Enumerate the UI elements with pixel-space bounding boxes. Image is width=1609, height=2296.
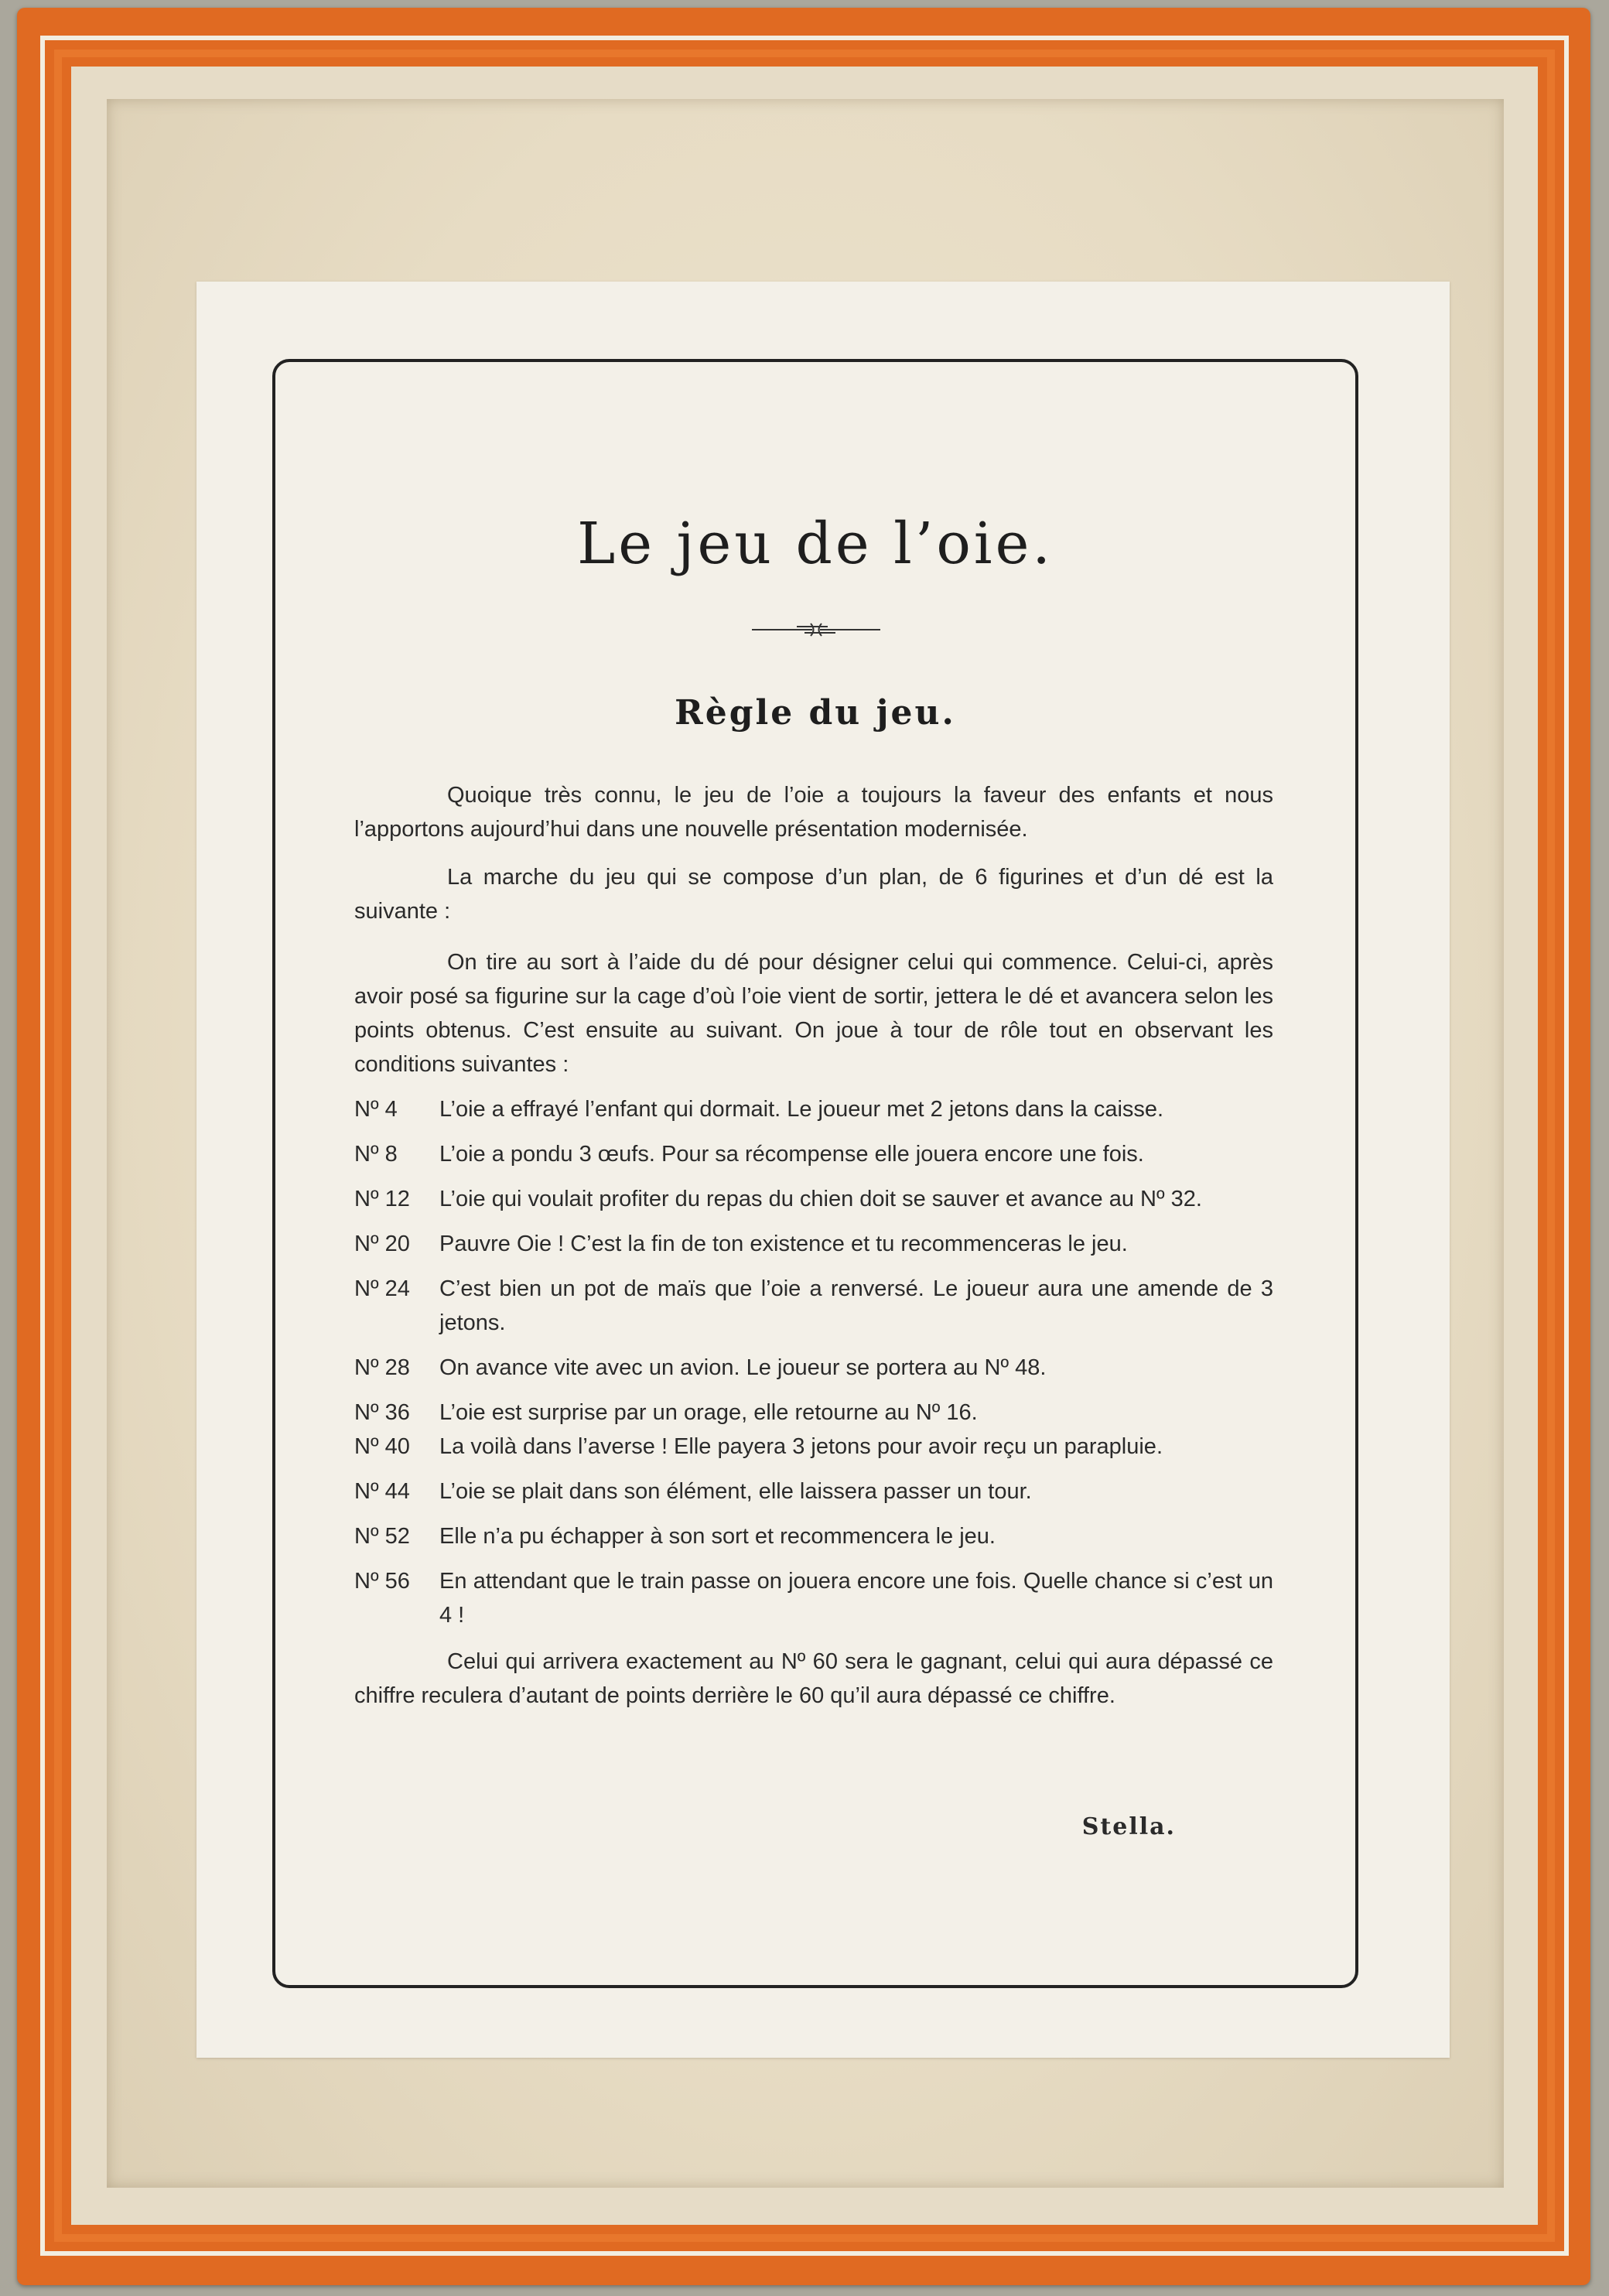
rule-number: Nº 44 bbox=[354, 1479, 410, 1504]
play-paragraph: On tire au sort à l’aide du dé pour désigner celui qui commence. Celui-ci, après avoir posé sa figurine sur la cage d’où l’oie vient de sortir, jettera le dé et avancera selon les points obtenus. C’est ensuite au suivant. On joue à tour de rôle tout en observant les conditions suivantes : bbox=[354, 950, 1273, 1077]
materials-paragraph: La marche du jeu qui se compose d’un plan, de 6 figurines et d’un dé est la suivante : bbox=[354, 865, 1273, 924]
rule-number: Nº 24 bbox=[354, 1276, 410, 1301]
rule-number: Nº 56 bbox=[354, 1569, 410, 1594]
ornament-divider-icon bbox=[750, 619, 882, 641]
rule-item bbox=[354, 1396, 1273, 1430]
rule-text: L’oie se plait dans son élément, elle laissera passer un tour. bbox=[439, 1479, 1032, 1504]
rule-item bbox=[354, 1474, 1273, 1508]
closing-paragraph: Celui qui arrivera exactement au Nº 60 sera le gagnant, celui qui aura dépassé ce chiffre reculera d’autant de points derrière le 60 qu’il aura dépassé ce chiffre. bbox=[354, 1649, 1273, 1708]
rule-item bbox=[354, 1272, 1273, 1340]
rule-item bbox=[354, 1227, 1273, 1261]
signature: Stella. bbox=[1081, 1813, 1176, 1840]
rule-number: Nº 8 bbox=[354, 1142, 398, 1167]
rule-text: L’oie qui voulait profiter du repas du chien doit se sauver et avance au Nº 32. bbox=[439, 1187, 1202, 1211]
rule-text: On avance vite avec un avion. Le joueur se portera au Nº 48. bbox=[439, 1355, 1047, 1380]
rule-item bbox=[354, 1519, 1273, 1553]
rule-text: L’oie a pondu 3 œufs. Pour sa récompense elle jouera encore une fois. bbox=[439, 1142, 1144, 1167]
rule-number: Nº 36 bbox=[354, 1400, 410, 1425]
rule-item bbox=[354, 1564, 1273, 1632]
rule-number: Nº 40 bbox=[354, 1434, 410, 1459]
intro-paragraph: Quoique très connu, le jeu de l’oie a toujours la faveur des enfants et nous l’apportons aujourd’hui dans une nouvelle présentation modernisée. bbox=[354, 783, 1273, 842]
rule-number: Nº 52 bbox=[354, 1524, 410, 1549]
rule-text: Elle n’a pu échapper à son sort et recommencera le jeu. bbox=[439, 1524, 996, 1549]
rule-number: Nº 28 bbox=[354, 1355, 410, 1380]
rule-text: La voilà dans l’averse ! Elle payera 3 jetons pour avoir reçu un parapluie. bbox=[439, 1434, 1163, 1459]
rule-number: Nº 12 bbox=[354, 1187, 410, 1211]
rule-item bbox=[354, 1182, 1273, 1216]
rule-text: L’oie est surprise par un orage, elle retourne au Nº 16. bbox=[439, 1400, 978, 1425]
rule-item bbox=[354, 1351, 1273, 1385]
rule-item bbox=[354, 1137, 1273, 1171]
rules-list bbox=[354, 1092, 1273, 1713]
document-title: Le jeu de l’oie. bbox=[577, 511, 1054, 577]
rule-text: L’oie a effrayé l’enfant qui dormait. Le joueur met 2 jetons dans la caisse. bbox=[439, 1097, 1164, 1122]
rule-item bbox=[354, 1430, 1273, 1464]
rule-text: Pauvre Oie ! C’est la fin de ton existence et tu recommenceras le jeu. bbox=[439, 1232, 1128, 1256]
rule-text: C’est bien un pot de maïs que l’oie a renversé. Le joueur aura une amende de 3 jetons. bbox=[439, 1276, 1273, 1335]
rule-number: Nº 20 bbox=[354, 1232, 410, 1256]
rule-item bbox=[354, 1092, 1273, 1126]
document-subtitle: Règle du jeu. bbox=[675, 693, 956, 733]
rule-text: En attendant que le train passe on jouera encore une fois. Quelle chance si c’est un 4 ! bbox=[439, 1569, 1273, 1628]
rule-number: Nº 4 bbox=[354, 1097, 398, 1122]
